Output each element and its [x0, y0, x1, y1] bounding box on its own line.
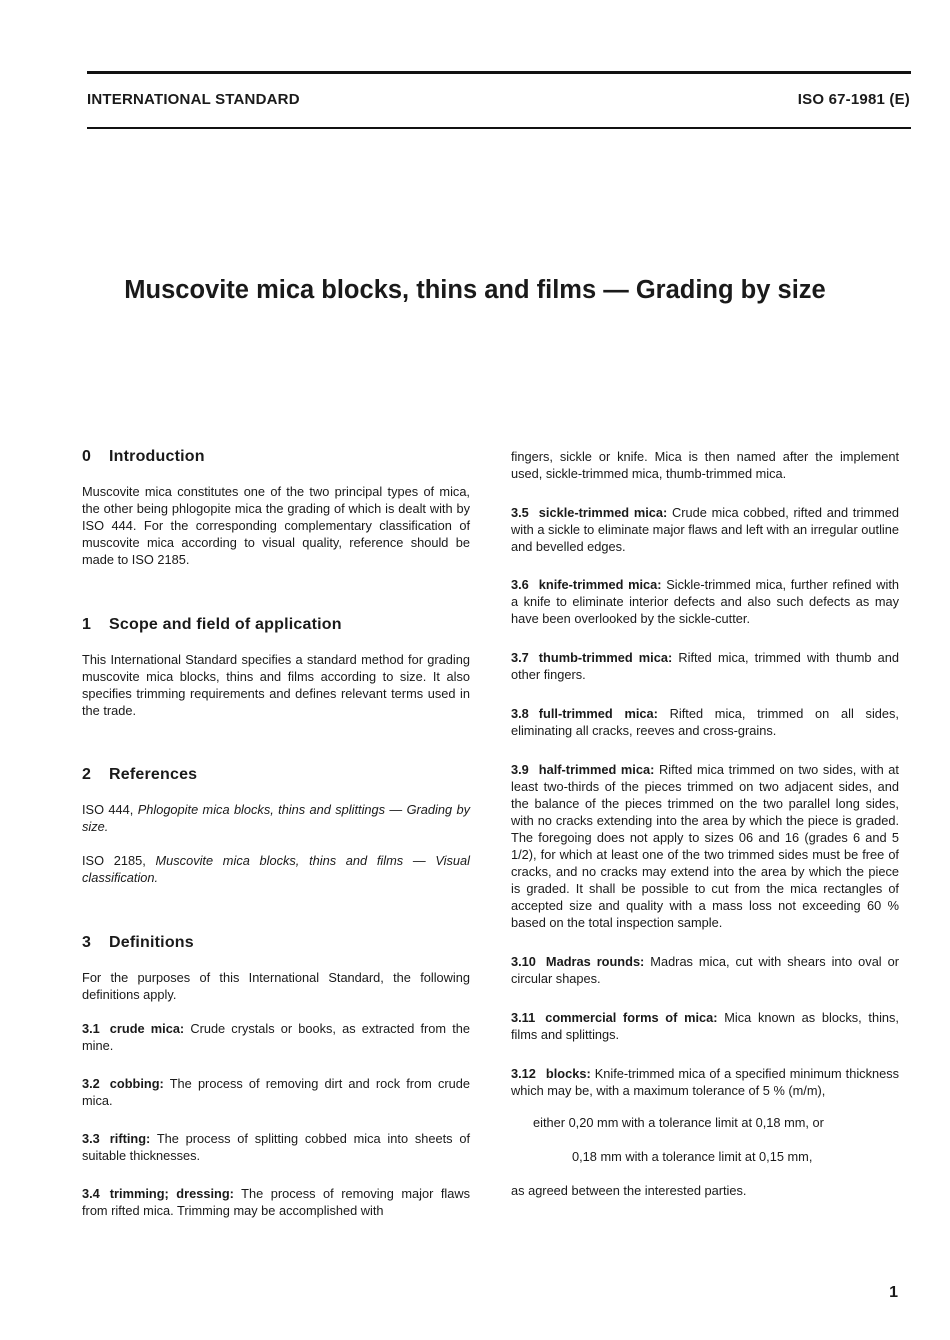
- definition-number: 3.11: [511, 1010, 536, 1025]
- document-title: Muscovite mica blocks, thins and films — Grading by size: [124, 276, 826, 304]
- definition-3-2: [82, 1075, 470, 1109]
- definition-3-5: [511, 504, 899, 555]
- definition-number: 3.5: [511, 505, 529, 520]
- definition-term: trimming; dressing:: [109, 1186, 234, 1201]
- definition-term: rifting:: [109, 1131, 151, 1146]
- definition-3-7: [511, 649, 899, 683]
- definition-term: knife-trimmed mica:: [538, 577, 662, 592]
- definition-number: 3.6: [511, 577, 529, 592]
- definition-text: Rifted mica trimmed on two sides, with at least two-thirds of the pieces trimmed on two adjacent sides, and the balance of the pieces trimmed on the two parallel long sides, with no cracks extending into the area by which the piece is graded. The foregoing does not apply to sizes 06 and 16 (grades 6 and 5 1/2), for which at least one of the two trimmed sides must be free of cracks, and no cracks may extend into the area by which the piece is graded. It shall be possible to cut from the mica rectangles of accepted size and quality with a mass loss not exceeding 60 % based on the total inspection sample.: [511, 762, 899, 930]
- section-number: 0: [82, 448, 92, 465]
- section-number: 2: [82, 766, 92, 783]
- section-title: Definitions: [109, 934, 194, 951]
- reference-id: ISO 444,: [82, 802, 134, 817]
- page-number: 1: [889, 1284, 898, 1301]
- definition-3-8: [511, 705, 899, 739]
- definition-term: half-trimmed mica:: [538, 762, 655, 777]
- definition-term: cobbing:: [109, 1076, 164, 1091]
- definition-term: sickle-trimmed mica:: [538, 505, 668, 520]
- header-standard-number: ISO 67-1981 (E): [797, 91, 910, 108]
- definition-3-6: [511, 576, 899, 627]
- definition-text: Madras mica, cut with shears into oval or circular shapes.: [511, 954, 899, 986]
- section-title: Introduction: [109, 448, 205, 465]
- definition-term: Madras rounds:: [545, 954, 645, 969]
- definition-number: 3.8: [511, 706, 529, 721]
- definition-number: 3.10: [511, 954, 536, 969]
- reference-title: Muscovite mica blocks, thins and films — Visual classification.: [82, 853, 470, 885]
- definition-number: 3.1: [82, 1021, 100, 1036]
- definition-3-4-continued: fingers, sickle or knife. Mica is then named after the implement used, sickle-trimmed mica, thumb-trimmed mica.: [511, 449, 899, 481]
- right-column: [511, 448, 899, 1199]
- definition-3-12: [511, 1065, 899, 1099]
- definition-number: 3.4: [82, 1186, 100, 1201]
- definition-number: 3.9: [511, 762, 529, 777]
- section-number: 1: [82, 616, 92, 633]
- definition-text: Knife-trimmed mica of a specified minimum thickness which may be, with a maximum tolerance of 5 % (m/m),: [511, 1066, 899, 1098]
- definition-3-3: [82, 1130, 470, 1164]
- definition-text: The process of removing major flaws from rifted mica. Trimming may be accomplished with: [82, 1186, 470, 1218]
- section-2-heading: [82, 766, 470, 784]
- header-bottom-rule: [87, 127, 911, 129]
- definition-text: Crude mica cobbed, rifted and trimmed with a sickle to eliminate major flaws and left with an irregular outline and bevelled edges.: [511, 505, 899, 554]
- definition-term: commercial forms of mica:: [545, 1010, 718, 1025]
- definition-3-11: [511, 1009, 899, 1043]
- section-1-heading: [82, 616, 470, 634]
- definition-text: The process of removing dirt and rock from crude mica.: [82, 1076, 470, 1108]
- definition-number: 3.3: [82, 1131, 100, 1146]
- definitions-intro: For the purposes of this International Standard, the following definitions apply.: [82, 970, 470, 1002]
- header-standard-type: INTERNATIONAL STANDARD: [87, 91, 300, 108]
- definition-term: blocks:: [545, 1066, 591, 1081]
- definition-text: Sickle-trimmed mica, further refined with a knife to eliminate interior defects and also such defects as may have been overlooked by the sickle-cutter.: [511, 577, 899, 626]
- definition-number: 3.2: [82, 1076, 100, 1091]
- definition-text: Mica known as blocks, thins, films and splittings.: [511, 1010, 899, 1042]
- section-3-heading: [82, 934, 470, 952]
- blocks-option-2: 0,18 mm with a tolerance limit at 0,15 mm,: [572, 1149, 813, 1164]
- definition-term: full-trimmed mica:: [538, 706, 658, 721]
- scope-paragraph: This International Standard specifies a standard method for grading muscovite mica blocks, thins and films according to size. It also specifies trimming requirements and defines relevant terms used in the trade.: [82, 652, 470, 718]
- section-number: 3: [82, 934, 92, 951]
- definition-3-4: [82, 1185, 470, 1219]
- definition-text: The process of splitting cobbed mica into sheets of suitable thicknesses.: [82, 1131, 470, 1163]
- reference-id: ISO 2185,: [82, 853, 146, 868]
- left-column: [82, 448, 470, 1219]
- reference-item: [82, 852, 470, 886]
- definition-term: thumb-trimmed mica:: [538, 650, 673, 665]
- definition-number: 3.12: [511, 1066, 536, 1081]
- definition-3-9: [511, 761, 899, 931]
- definition-term: crude mica:: [109, 1021, 185, 1036]
- intro-paragraph: Muscovite mica constitutes one of the two principal types of mica, the other being phlogopite mica the grading of which is dealt with by ISO 444. For the corresponding complementary classification of muscovite mica according to visual quality, reference should be made to ISO 2185.: [82, 484, 470, 567]
- section-title: References: [109, 766, 198, 783]
- section-title: Scope and field of application: [109, 616, 342, 633]
- reference-item: [82, 801, 470, 835]
- blocks-agreement: as agreed between the interested parties.: [511, 1183, 747, 1198]
- definition-number: 3.7: [511, 650, 529, 665]
- definition-text: Rifted mica, trimmed with thumb and other fingers.: [511, 650, 899, 682]
- definition-text: Crude crystals or books, as extracted from the mine.: [82, 1021, 470, 1053]
- definition-text: Rifted mica, trimmed on all sides, eliminating all cracks, reeves and cross-grains.: [511, 706, 899, 738]
- reference-title: Phlogopite mica blocks, thins and splittings — Grading by size.: [82, 802, 470, 834]
- blocks-option-1: either 0,20 mm with a tolerance limit at 0,18 mm, or: [533, 1115, 824, 1130]
- header-top-rule: [87, 71, 911, 74]
- definition-3-1: [82, 1020, 470, 1054]
- definition-3-10: [511, 953, 899, 987]
- section-0-heading: [82, 448, 470, 466]
